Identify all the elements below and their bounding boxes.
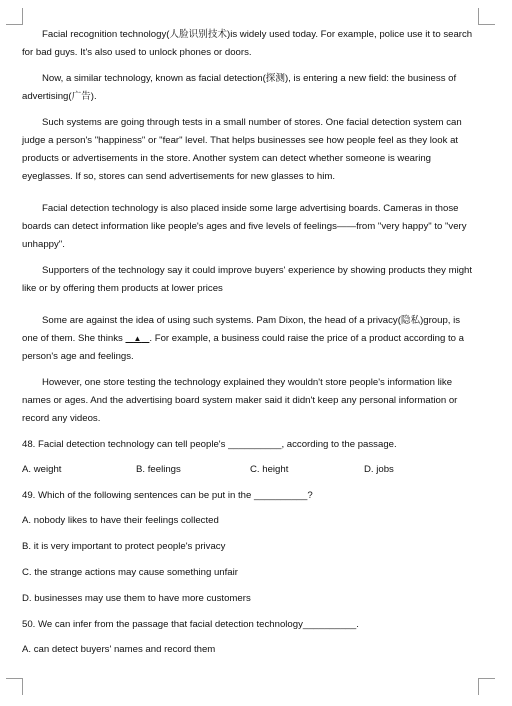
passage-paragraph-5: Supporters of the technology say it could improve buyers' experience by showing products they might like or by offering them products at lower prices <box>22 265 473 294</box>
option-c: C. height <box>250 464 289 475</box>
passage-paragraph-1: Facial recognition technology(人脸识别技术)is widely used today. For example, police use it to search for bad guys. It's also used to unlock phones or doors. <box>22 29 473 58</box>
option-b: B. it is very important to protect people's privacy <box>22 541 226 552</box>
question-49-stem: 49. Which of the following sentences can be put in the __________? <box>22 490 313 501</box>
answer-blank <box>125 333 149 344</box>
option-a: A. nobody likes to have their feelings collected <box>22 515 219 526</box>
option-b: B. feelings <box>136 464 181 475</box>
question-48-stem: 48. Facial detection technology can tell people's __________, according to the passage. <box>22 439 397 450</box>
option-a: A. weight <box>22 464 62 475</box>
option-d: D. jobs <box>364 464 394 475</box>
question-48-options <box>22 461 478 479</box>
page-corner-mark <box>6 678 23 695</box>
question-50-stem: 50. We can infer from the passage that facial detection technology__________. <box>22 619 359 630</box>
document-body <box>22 26 478 667</box>
option-d: D. businesses may use them to have more customers <box>22 593 251 604</box>
passage-paragraph-6 <box>22 312 478 366</box>
passage-paragraph-4: Facial detection technology is also placed inside some large advertising boards. Cameras in those boards can detect information like people's ages and five levels of feelings——from "very happy" to "very unhappy". <box>22 203 467 250</box>
page-corner-mark <box>478 8 495 25</box>
paragraph-6-text-before: Some are against the idea of using such systems. Pam Dixon, the head of a privacy(隐私)group, is one of them. She thinks <box>22 315 461 344</box>
passage-paragraph-7: However, one store testing the technology explained they wouldn't store people's information like names or ages. And the advertising board system maker said it didn't keep any personal information or record any videos. <box>22 377 458 424</box>
page-corner-mark <box>478 678 495 695</box>
option-a: A. can detect buyers' names and record them <box>22 644 216 655</box>
passage-paragraph-2: Now, a similar technology, known as facial detection(探测), is entering a new field: the business of advertising(广告). <box>22 73 457 102</box>
option-c: C. the strange actions may cause something unfair <box>22 567 238 578</box>
paragraph-6-text-after: . For example, a business could raise the price of a product according to a person's age and feelings. <box>22 333 465 362</box>
passage-paragraph-3: Such systems are going through tests in a small number of stores. One facial detection system can judge a person's "happiness" or "fear" level. That helps businesses see how people feel as they look at products or advertisements in the store. Another system can detect whether someone is wearing eyeglasses. If so, stores can send advertisements for new glasses to him. <box>22 117 462 182</box>
blank-marker-icon: ▲ <box>133 334 142 343</box>
page-corner-mark <box>6 8 23 25</box>
